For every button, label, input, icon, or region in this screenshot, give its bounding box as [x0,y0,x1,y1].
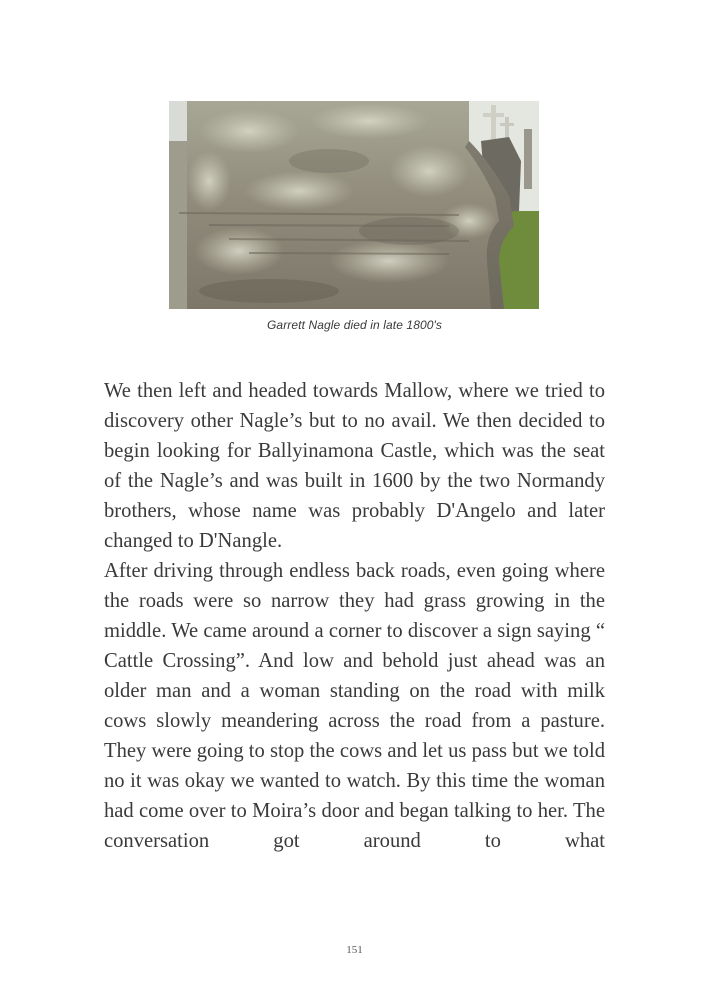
page-number: 151 [346,944,363,956]
paragraph: We then left and headed towards Mallow, where we tried to discovery other Nagle’s but to no avail. We then decided to begin looking for Ballyinamona Castle, which was the seat of the Nagle’s and was built in 1600 by the two Normandy brothers, whose name was probably D'Angelo and later changed to D'Nangle. [104,380,605,552]
figure-caption: Garrett Nagle died in late 1800's [266,318,443,332]
gravestone-photo [169,101,539,309]
paragraph: After driving through endless back roads, even going where the roads were so narrow they had grass growing in the middle. We came around a corner to discover a sign saying “ Cattle Crossing”. And low and behold just ahead was an older man and a woman standing on the road with milk cows slowly meandering across the road from a pasture. They were going to stop the cows and let us pass but we told no it was okay we wanted to watch. By this time the woman had come over to Moira’s door and began talking to her. The conversation got around to what [104,560,605,852]
body-text [104,376,605,856]
